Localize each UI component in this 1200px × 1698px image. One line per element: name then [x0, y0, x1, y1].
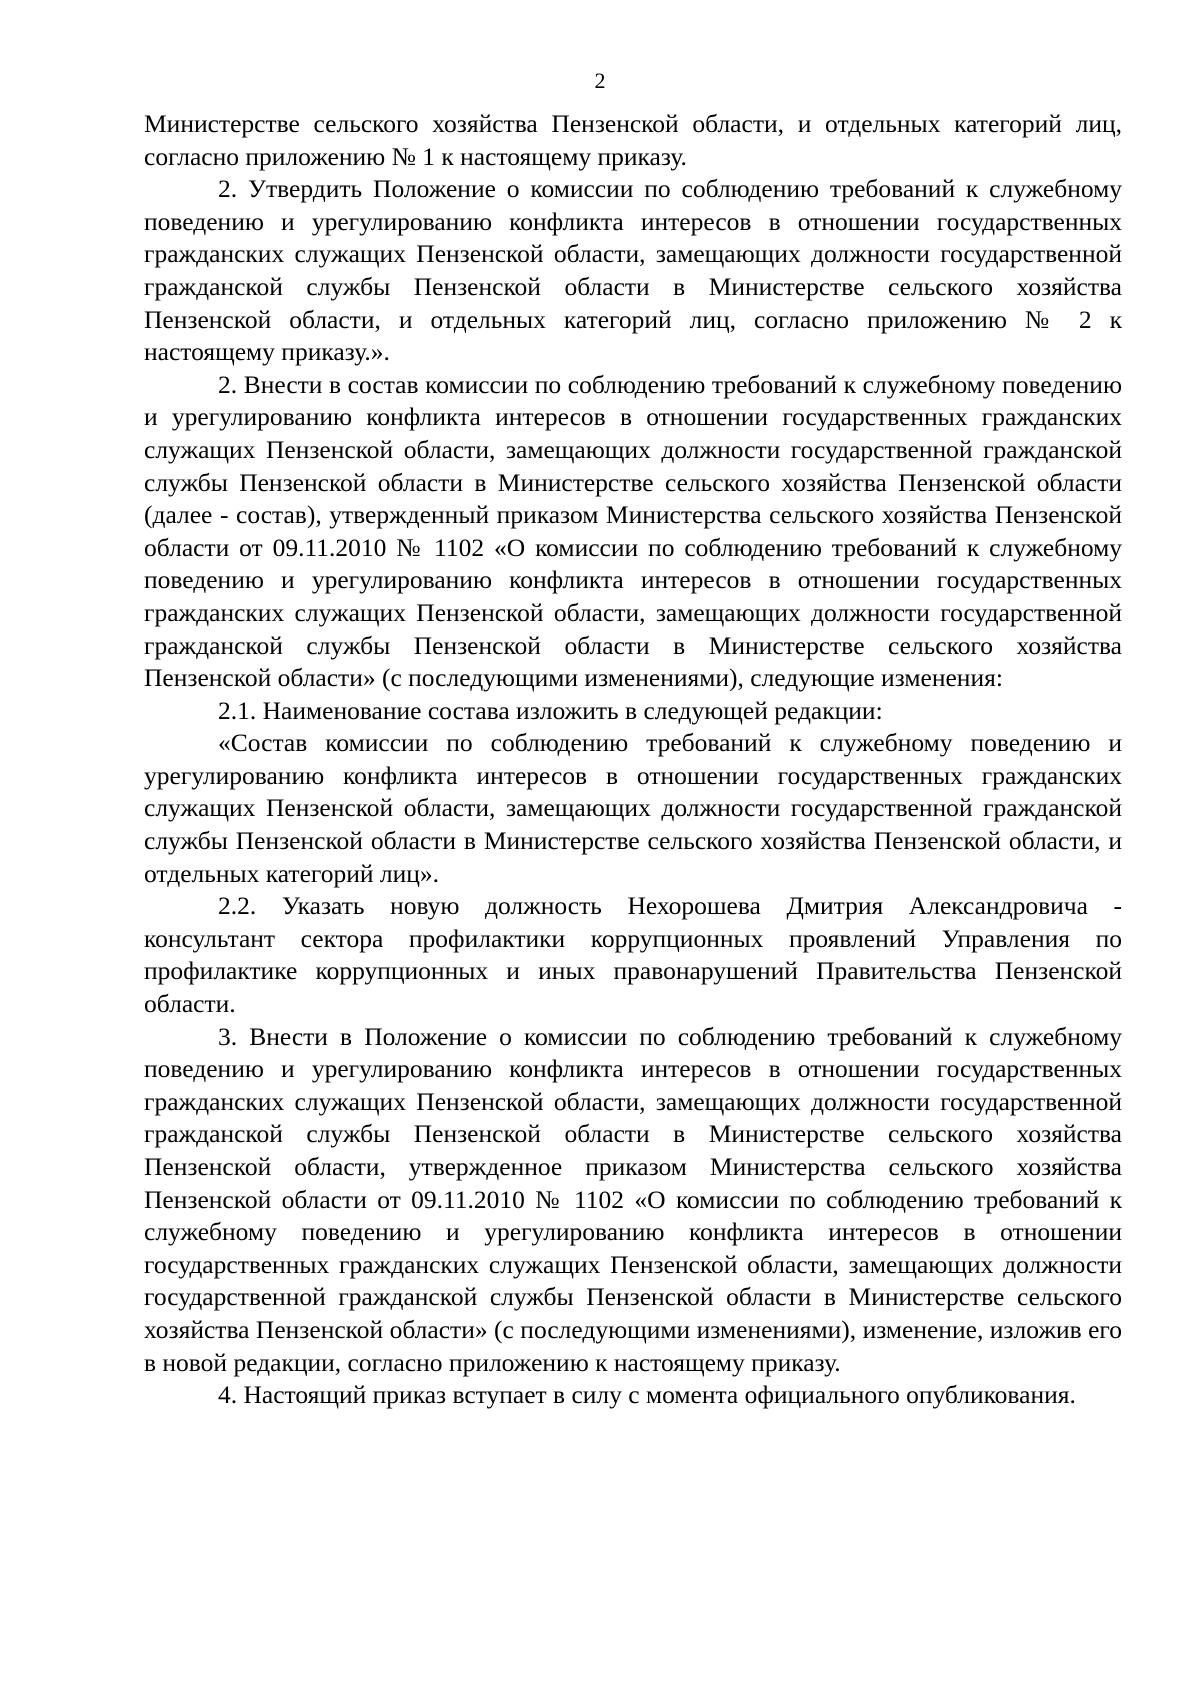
paragraph-2-2: 2.2. Указать новую должность Нехорошева Дмитрия Александровича - консультант сектора профилактики коррупционных проявлений Управления по профилактике коррупционных и иных правонарушений Правительства Пензенской области. — [144, 891, 1122, 1019]
paragraph-amend-composition: 2. Внести в состав комиссии по соблюдению требований к служебному поведению и урегулированию конфликта интересов в отношении государственных гражданских служащих Пензенской области, замещающих должности государственной гражданской службы Пензенской области в Министерстве сельского хозяйства Пензенской области (далее - состав), утвержденный приказом Министерства сельского хозяйства Пензенской области от 09.11.2010 № 1102 «О комиссии по соблюдению требований к служебному поведению и урегулированию конфликта интересов в отношении государственных гражданских служащих Пензенской области, замещающих должности государственной гражданской службы Пензенской области в Министерстве сельского хозяйства Пензенской области» (с последующими изменениями), следующие изменения: — [144, 369, 1122, 693]
paragraph-2-1: 2.1. Наименование состава изложить в следующей редакции: — [218, 695, 883, 725]
paragraph-composition-title: «Состав комиссии по соблюдению требований к служебному поведению и урегулированию конфликта интересов в отношении государственных гражданских служащих Пензенской области, замещающих должности государственной гражданской службы Пензенской области в Министерстве сельского хозяйства Пензенской области, и отдельных категорий лиц». — [144, 728, 1122, 888]
paragraph-continuation: Министерстве сельского хозяйства Пензенской области, и отдельных категорий лиц, согласно приложению № 1 к настоящему приказу. — [144, 109, 1122, 171]
page-number: 2 — [594, 68, 606, 93]
document-body — [144, 108, 1122, 1412]
paragraph-3: 3. Внести в Положение о комиссии по соблюдению требований к служебному поведению и урегулированию конфликта интересов в отношении государственных гражданских служащих Пензенской области, замещающих должности государственной гражданской службы Пензенской области в Министерстве сельского хозяйства Пензенской области, утвержденное приказом Министерства сельского хозяйства Пензенской области от 09.11.2010 № 1102 «О комиссии по соблюдению требований к служебному поведению и урегулированию конфликта интересов в отношении государственных гражданских служащих Пензенской области, замещающих должности государственной гражданской службы Пензенской области в Министерстве сельского хозяйства Пензенской области» (с последующими изменениями), изменение, изложив его в новой редакции, согласно приложению к настоящему приказу. — [144, 1021, 1122, 1377]
paragraph-approve-regulation: 2. Утвердить Положение о комиссии по соблюдению требований к служебному поведению и урегулированию конфликта интересов в отношении государственных гражданских служащих Пензенской области, замещающих должности государственной гражданской службы Пензенской области в Министерстве сельского хозяйства Пензенской области, и отдельных категорий лиц, согласно приложению № 2 к настоящему приказу.». — [144, 174, 1122, 367]
paragraph-4: 4. Настоящий приказ вступает в силу с момента официального опубликования. — [218, 1380, 1076, 1410]
